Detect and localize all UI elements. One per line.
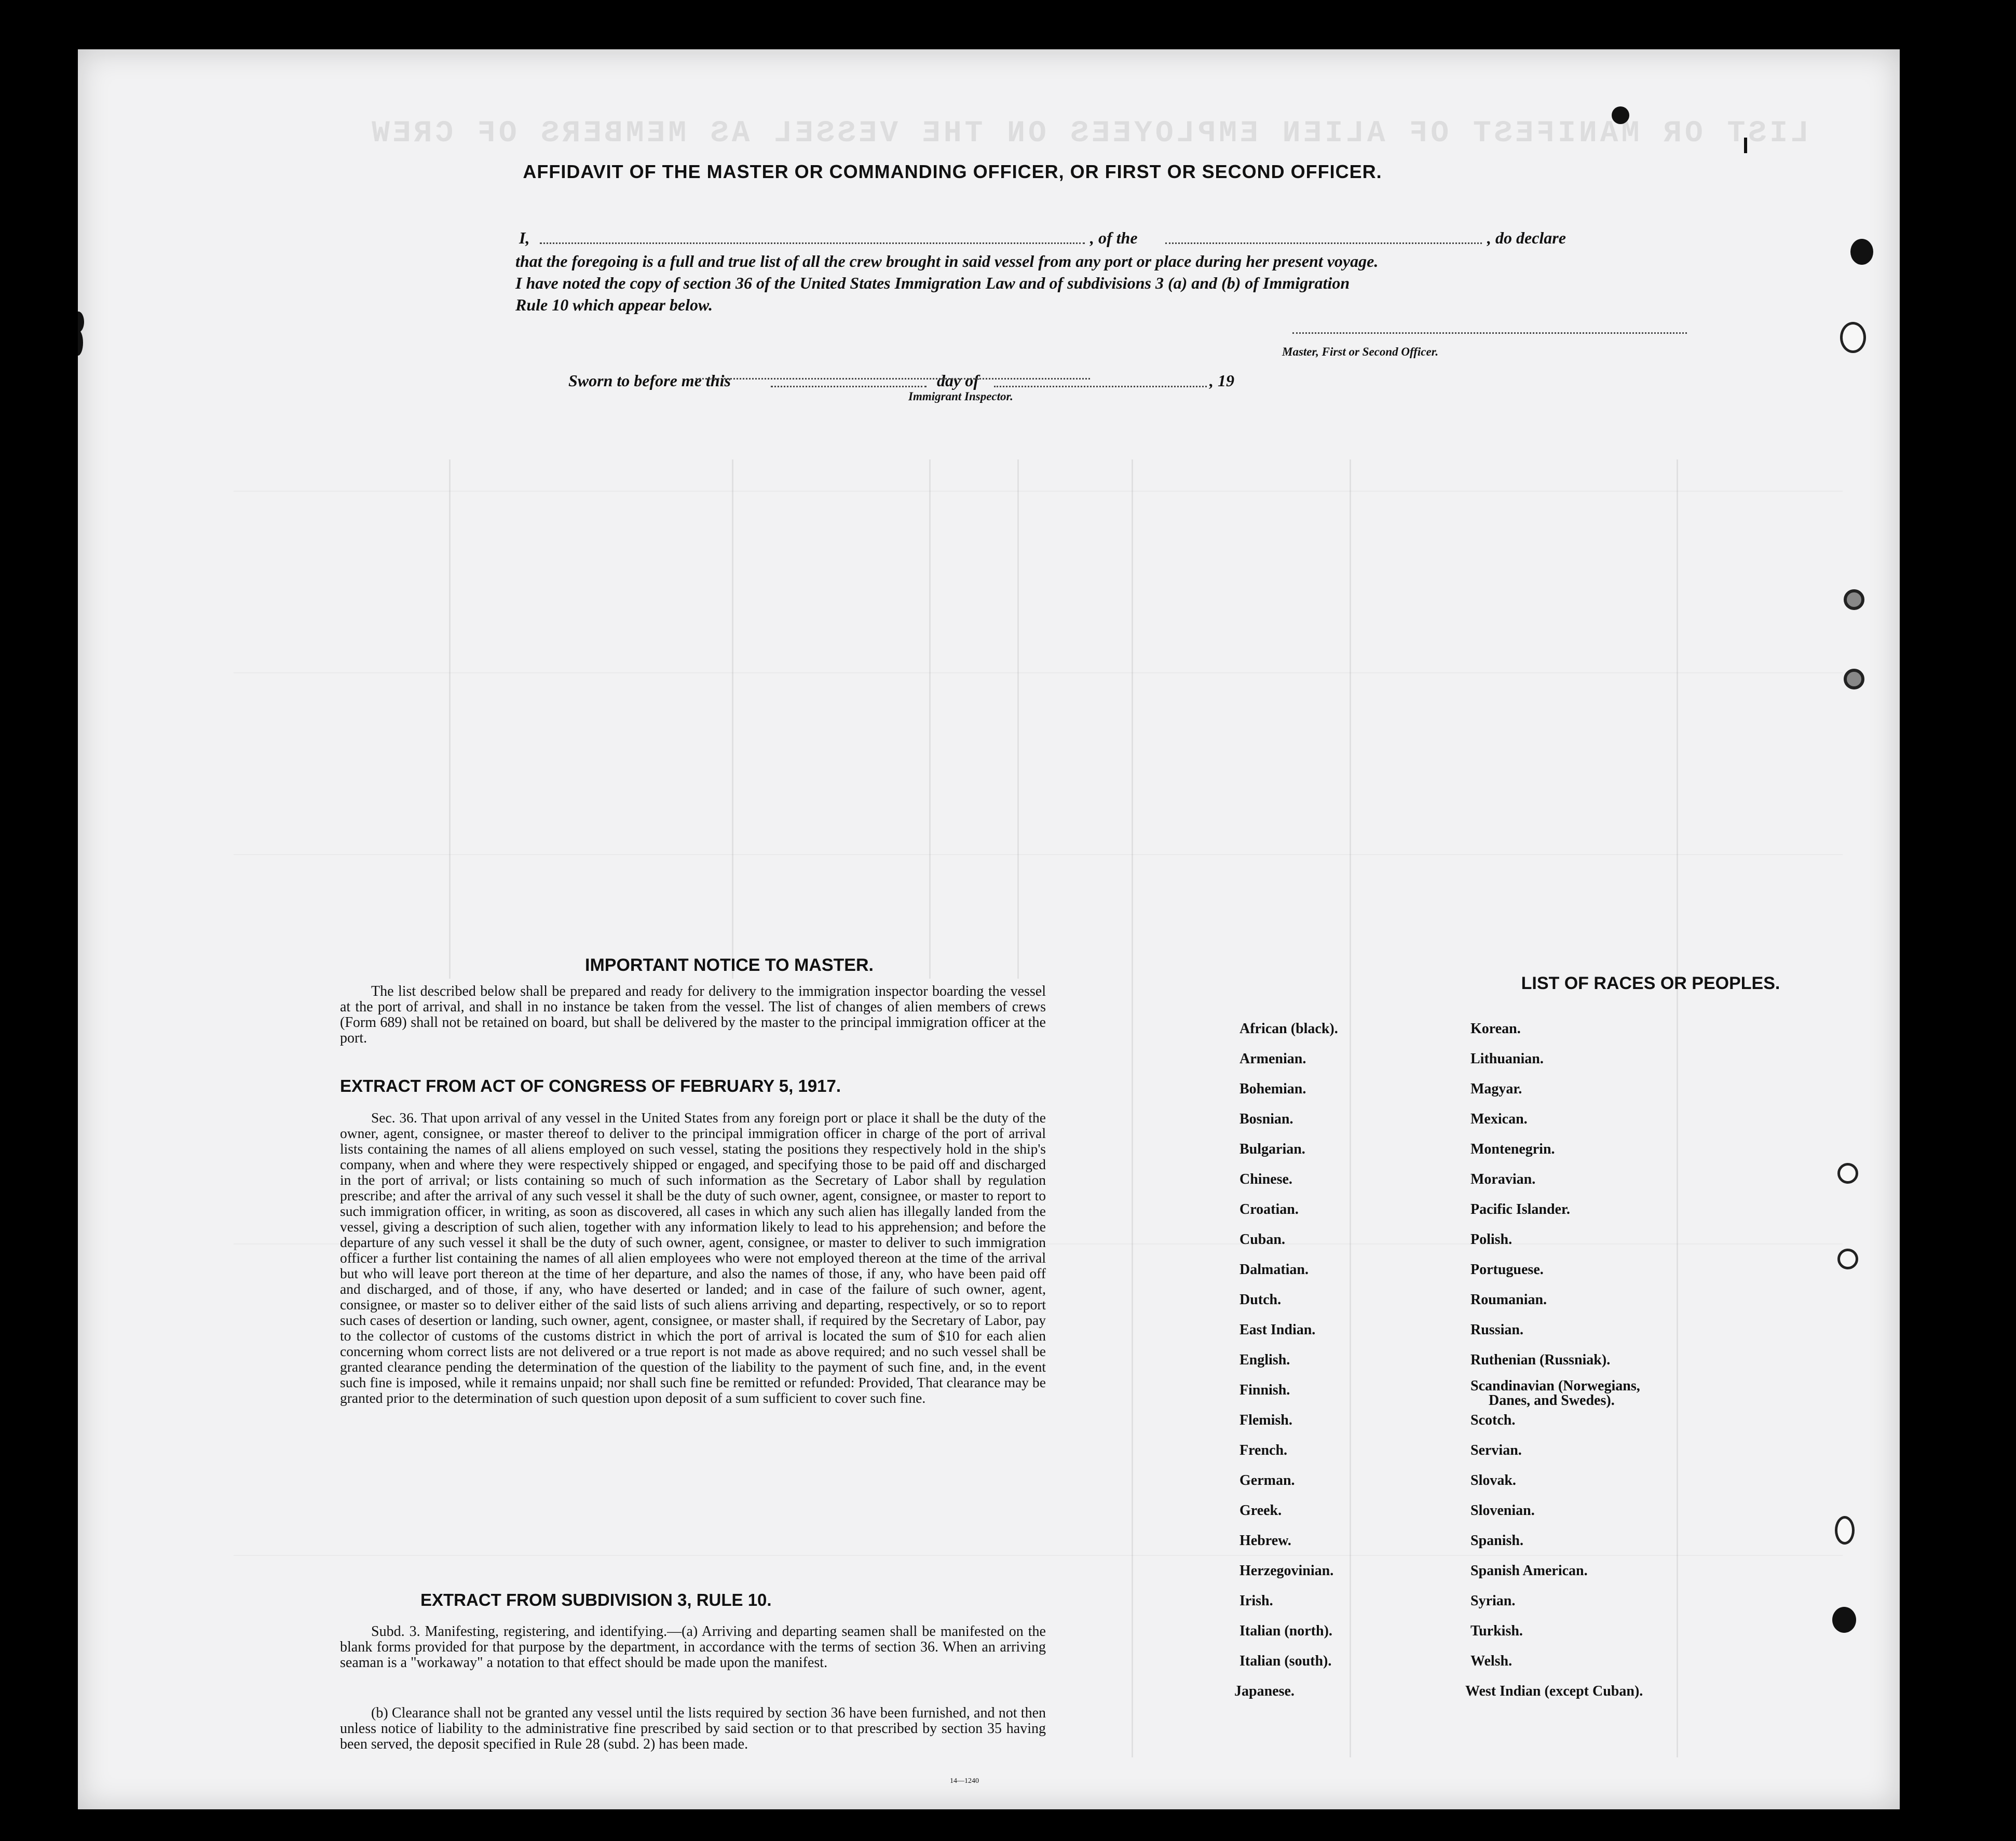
form-code: 14—1240	[950, 1777, 979, 1785]
bleed-through-column-rule	[1350, 459, 1351, 1757]
race-item: Scotch.	[1470, 1412, 1516, 1428]
race-item: East Indian.	[1239, 1322, 1316, 1338]
race-item: Mexican.	[1470, 1111, 1528, 1127]
race-item: Spanish American.	[1470, 1563, 1588, 1579]
master-signature-label: Master, First or Second Officer.	[1282, 345, 1439, 358]
bleed-through-column-rule	[929, 459, 931, 979]
year-label: , 19	[1209, 371, 1234, 390]
bleed-through-row-rule	[234, 672, 1843, 673]
manifest-page	[78, 49, 1900, 1809]
race-item: Lithuanian.	[1470, 1051, 1544, 1067]
binder-hole	[1612, 106, 1629, 124]
race-item: Slovenian.	[1470, 1502, 1535, 1519]
race-item: Croatian.	[1239, 1201, 1299, 1217]
vessel-name-field	[1165, 242, 1482, 244]
binder-hole	[1837, 1163, 1858, 1184]
race-item: Bohemian.	[1239, 1081, 1306, 1097]
race-item: Polish.	[1470, 1231, 1513, 1248]
bleed-through-column-rule	[1017, 459, 1019, 979]
binder-hole	[1844, 589, 1864, 610]
binder-hole	[1835, 1516, 1855, 1545]
affidavit-i-label: I,	[519, 228, 530, 247]
bleed-through-column-rule	[449, 459, 451, 979]
race-item: Japanese.	[1234, 1683, 1295, 1699]
race-item: Magyar.	[1470, 1081, 1522, 1097]
race-item: Hebrew.	[1239, 1533, 1291, 1549]
sworn-day-field	[771, 386, 927, 387]
affidavit-line-3: I have noted the copy of section 36 of the United States Immigration Law and of subdivisions 3 (a) and (b) of Immigration	[515, 274, 1350, 292]
race-item: Russian.	[1470, 1322, 1523, 1338]
act-extract-title: EXTRACT FROM ACT OF CONGRESS OF FEBRUARY 5, 1917.	[340, 1076, 841, 1095]
affidavit-title: AFFIDAVIT OF THE MASTER OR COMMANDING OFFICER, OR FIRST OR SECOND OFFICER.	[523, 161, 1382, 182]
race-item: Dalmatian.	[1239, 1262, 1309, 1278]
bleed-through-row-rule	[234, 854, 1843, 855]
inspector-signature-field	[696, 378, 1090, 380]
notice-title: IMPORTANT NOTICE TO MASTER.	[585, 955, 874, 975]
affidavit-line-2: that the foregoing is a full and true list of all the crew brought in said vessel from any port or place during her present voyage.	[515, 252, 1379, 270]
race-item: Montenegrin.	[1470, 1141, 1555, 1157]
affidavit-of-the-label: , of the	[1090, 228, 1138, 247]
race-item: Welsh.	[1470, 1653, 1513, 1669]
race-item: Roumanian.	[1470, 1292, 1547, 1308]
master-signature-field	[1292, 332, 1687, 334]
bleed-through-column-rule	[1132, 459, 1133, 1757]
inspector-signature-label: Immigrant Inspector.	[908, 390, 1013, 403]
race-item: Korean.	[1470, 1021, 1521, 1037]
race-item: Dutch.	[1239, 1292, 1282, 1308]
edge-mark	[1744, 138, 1747, 153]
race-item: Greek.	[1239, 1502, 1282, 1519]
race-item: African (black).	[1239, 1021, 1338, 1037]
race-item: Spanish.	[1470, 1533, 1523, 1549]
binder-hole	[78, 312, 84, 332]
affidavit-declare-label: , do declare	[1487, 228, 1566, 247]
bleed-through-row-rule	[234, 1555, 1843, 1556]
races-title: LIST OF RACES OR PEOPLES.	[1521, 973, 1780, 993]
race-item: Turkish.	[1470, 1623, 1523, 1639]
affidavit-line-4: Rule 10 which appear below.	[515, 295, 713, 314]
binder-hole	[1840, 322, 1866, 353]
race-item: Chinese.	[1239, 1171, 1292, 1187]
sworn-month-field	[994, 386, 1207, 387]
race-item: Armenian.	[1239, 1051, 1306, 1067]
race-item: Finnish.	[1239, 1382, 1290, 1398]
rule-extract-para-a: Subd. 3. Manifesting, registering, and identifying.—(a) Arriving and departing seamen shall be manifested on the blank forms provided for that purpose by the department, in accordance with the terms of section 36. When an arriving seaman is a "workaway" a notation to that effect should be made upon the manifest.	[340, 1623, 1046, 1671]
master-name-field	[540, 242, 1085, 244]
race-item: Portuguese.	[1470, 1262, 1544, 1278]
binder-hole	[78, 330, 83, 356]
binder-hole	[1832, 1607, 1856, 1633]
race-item: Cuban.	[1239, 1231, 1285, 1248]
act-extract-body: Sec. 36. That upon arrival of any vessel in the United States from any foreign port or place it shall be the duty of the owner, agent, consignee, or master thereof to deliver to the principal immigration officer in charge of the port of arrival lists containing the names of all aliens employed on such vessel, stating the positions they respectively hold in the ship's company, when and where they were respectively shipped or engaged, and specifying those to be paid off and discharged in the port of arrival; or lists containing so much of such information as the Secretary of Labor shall by regulation prescribe; and after the arrival of any such vessel it shall be the duty of such owner, agent, consignee, or master to report to such immigration officer, in writing, as soon as discovered, all cases in which any such alien has illegally landed from the vessel, giving a description of such alien, together with any information likely to lead to his apprehension; and before the departure of any such vessel it shall be the duty of such owner, agent, consignee, or master to deliver to such immigration officer a further list containing the names of all alien employees who were not employed thereon at the time of the arrival but who will leave port thereon at the time of her departure, and also the names of those, if any, who have been paid off and discharged, and of those, if any, who have deserted or landed; and in case of the failure of such owner, agent, consignee, or master so to deliver either of the said lists of such aliens arriving and departing, respectively, or so to report such cases of desertion or landing, such owner, agent, consignee, or master shall, if required by the Secretary of Labor, pay to the collector of customs of the customs district in which the port of arrival is located the sum of $10 for each alien concerning whom correct lists are not delivered or a true report is not made as above required; and no such vessel shall be granted clearance pending the determination of the question of the liability to the payment of such fine, and, in the event such fine is imposed, while it remains unpaid; nor shall such fine be remitted or refunded: Provided, That clearance may be granted prior to the determination of such question upon deposit of a sum sufficient to cover such fine.	[340, 1109, 1046, 1406]
race-item: Scandinavian (Norwegians,	[1470, 1378, 1640, 1394]
race-item: French.	[1239, 1442, 1288, 1458]
race-item: German.	[1239, 1472, 1295, 1488]
race-item: Ruthenian (Russniak).	[1470, 1352, 1611, 1368]
notice-body: The list described below shall be prepared and ready for delivery to the immigration inspector boarding the vessel at the port of arrival, and shall in no instance be taken from the vessel. The list of changes of alien members of crews (Form 689) shall not be retained on board, but shall be delivered by the master to the principal immigration officer at the port.	[340, 983, 1046, 1046]
race-item: Bosnian.	[1239, 1111, 1293, 1127]
race-item: West Indian (except Cuban).	[1465, 1683, 1643, 1699]
race-item: Slovak.	[1470, 1472, 1516, 1488]
bleed-through-title: LIST OR MANIFEST OF ALIEN EMPLOYEES ON THE VESSEL AS MEMBERS OF CREW	[369, 117, 1809, 151]
day-of-label: day of	[937, 371, 979, 390]
binder-hole	[1837, 1249, 1858, 1269]
race-item: Italian (north).	[1239, 1623, 1332, 1639]
race-item: Irish.	[1239, 1593, 1273, 1609]
race-item: Servian.	[1470, 1442, 1522, 1458]
bleed-through-row-rule	[234, 491, 1843, 492]
sworn-label: Sworn to before me this	[568, 371, 731, 390]
bleed-through-column-rule	[732, 459, 733, 979]
race-item: Danes, and Swedes).	[1489, 1392, 1615, 1409]
race-item: Bulgarian.	[1239, 1141, 1305, 1157]
race-item: Herzegovinian.	[1239, 1563, 1334, 1579]
race-item: English.	[1239, 1352, 1290, 1368]
rule-extract-para-b: (b) Clearance shall not be granted any vessel until the lists required by section 36 have been furnished, and not then unless notice of liability to the administrative fine prescribed by said section or to that prescribed by section 35 having been served, the deposit specified in Rule 28 (subd. 2) has been made.	[340, 1705, 1046, 1752]
binder-hole	[1850, 239, 1873, 265]
race-item: Syrian.	[1470, 1593, 1516, 1609]
race-item: Italian (south).	[1239, 1653, 1332, 1669]
bleed-through-column-rule	[1677, 459, 1678, 1757]
race-item: Flemish.	[1239, 1412, 1292, 1428]
binder-hole	[1844, 669, 1864, 689]
race-item: Moravian.	[1470, 1171, 1536, 1187]
race-item: Pacific Islander.	[1470, 1201, 1570, 1217]
rule-extract-title: EXTRACT FROM SUBDIVISION 3, RULE 10.	[420, 1590, 772, 1609]
